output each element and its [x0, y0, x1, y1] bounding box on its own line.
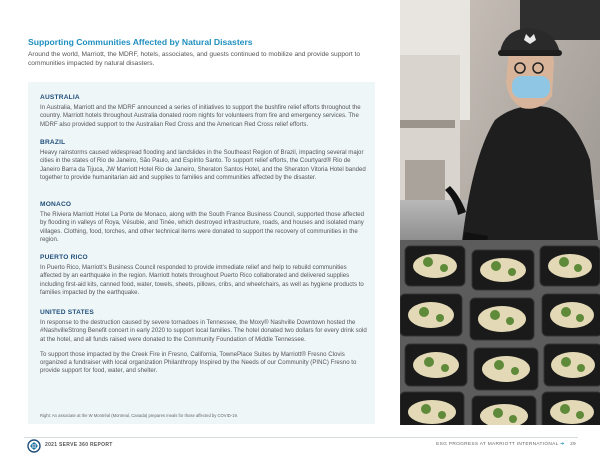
section-paragraph: To support those impacted by the Creek Fire in Fresno, California, TownePlace Suites by Marriott® Fresno Clovis organized a fundraiser with local organization Philanthropy Inspired by the Needs of our Community (PINC) Fresno to provide support for food, water, and shelter. [40, 350, 357, 375]
section-heading: MONACO [40, 201, 72, 208]
section-paragraph: Heavy rainstorms caused widespread flooding and landslides in the Southeast Region of Brazil, impacting several major cities in the states of Rio de Janeiro, São Paulo, and Espírito Santo. To support relief efforts, the Courtyard® Rio de Janeiro Barra da Tijuca, JW Marriott Hotel Rio de Janeiro, Sheraton Santos Hotel, and the Sheraton Vitoria Hotel banded together to provide humanitarian aid and supplies to families and communities affected by the disaster. [40, 149, 366, 181]
arrow-right-icon[interactable]: ➔ [560, 442, 565, 447]
section-heading: UNITED STATES [40, 309, 95, 316]
page-number: 29 [570, 442, 576, 447]
section-puerto-rico [40, 254, 368, 297]
serve360-logo-icon [27, 439, 41, 453]
section-body [40, 211, 368, 244]
photo-caption: Right: An associate at the W Montréal (Montreal, Canada) prepares meals for those affected by COVID-19. [40, 413, 238, 418]
section-heading: PUERTO RICO [40, 254, 88, 261]
section-body [40, 264, 368, 297]
section-heading: BRAZIL [40, 139, 66, 146]
intro-text: Around the world, Marriott, the MDRF, hotels, associates, and guests continued to mobilize and provide support to communities impacted by natural disasters. [28, 51, 361, 67]
footer-section-label [436, 442, 576, 447]
section-heading: AUSTRALIA [40, 94, 80, 101]
region-panel [28, 82, 375, 424]
section-paragraph: In Australia, Marriott and the MDRF announced a series of initiatives to support the bushfire relief efforts throughout the country. Marriott hotels throughout Australia donated room nights for volunteers from fire and emergency services. The MDRF also provided support to the Australian Red Cross and the American Red Cross relief efforts. [40, 104, 361, 128]
section-brazil [40, 139, 368, 182]
section-paragraph: In Puerto Rico, Marriott's Business Council responded to provide immediate relief and help to rebuild communities affected by an earthquake in the region. Marriott hotels throughout Puerto Rico collaborated and delivered supplies including first-aid kits, canned food, water, towels, sheets, pillows, cribs, and wheelchairs, as well as hygiene products to families impacted by the earthquake. [40, 264, 364, 296]
footer-section-text: ESG PROGRESS AT MARRIOTT INTERNATIONAL [436, 442, 559, 447]
section-body [40, 149, 368, 182]
section-body [40, 104, 368, 129]
page-footer [0, 437, 600, 463]
page-title: Supporting Communities Affected by Natural Disasters [28, 37, 253, 47]
section-paragraph: The Riviera Marriott Hotel La Porte de Monaco, along with the South France Business Council, supported those affected by flooding in valleys of Roya, Vésubie, and Tinée, which destroyed infrastructure, roads, and houses and isolated many villages. Clothing, food, torches, and other technical items were donated to support the recovery of communities in the region. [40, 211, 365, 243]
footer-divider [24, 437, 578, 438]
section-body [40, 319, 368, 376]
associate-photo [400, 0, 600, 425]
section-united-states [40, 309, 368, 376]
section-monaco [40, 201, 368, 244]
section-paragraph: In response to the destruction caused by severe tornadoes in Tennessee, the Moxy® Nashville Downtown hosted the #NashvilleStrong Benefit concert in early 2020 to support local families. The hotel donated two dollars for every drink sold at the hotel, and all funds raised were donated to the Community Foundation of Middle Tennessee. [40, 319, 367, 343]
report-title: 2021 SERVE 360 REPORT [45, 442, 113, 448]
section-australia [40, 94, 368, 129]
